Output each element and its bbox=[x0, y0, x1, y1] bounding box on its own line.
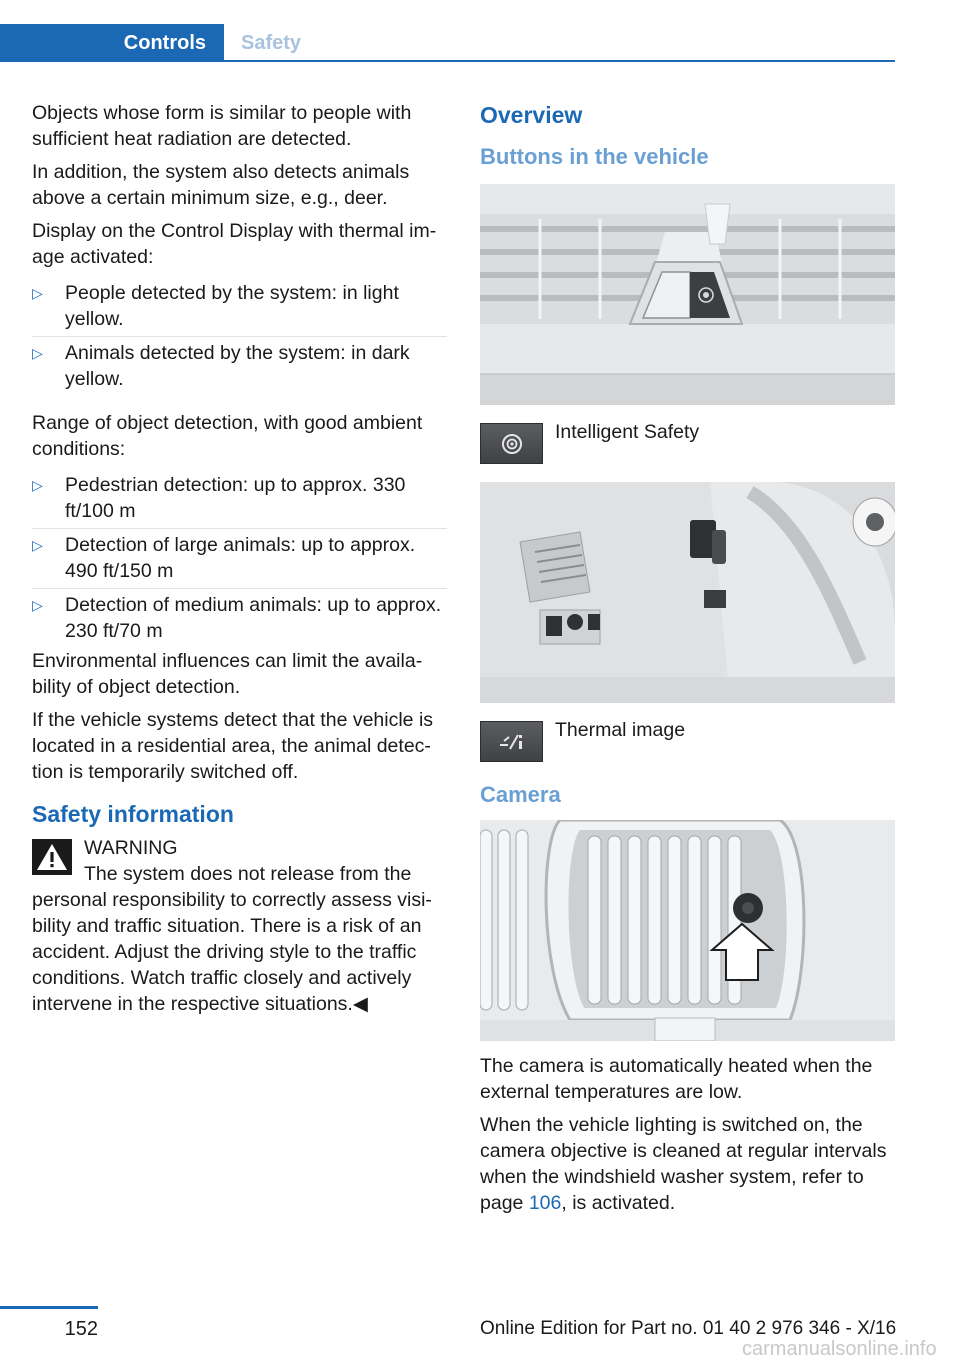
right-column bbox=[480, 100, 895, 1223]
paragraph bbox=[480, 1112, 895, 1216]
thermal-image-row bbox=[480, 721, 895, 762]
paragraph-text: , is activated. bbox=[561, 1192, 676, 1214]
thermal-image-label: Thermal image bbox=[555, 719, 686, 741]
paragraph: If the vehicle systems detect that the vehicle is located in a residential area, the animal detection is temporarily switched off. bbox=[32, 709, 434, 783]
page-reference-link[interactable]: 106 bbox=[528, 1192, 562, 1214]
list-item-text: Pedestrian detection: up to approx. 330 ft/100 m bbox=[65, 474, 406, 522]
list-item bbox=[32, 277, 447, 337]
footer-rule bbox=[0, 1306, 98, 1309]
list-item-text: Animals detected by the system: in dark yellow. bbox=[65, 342, 410, 390]
list-item-text: People detected by the system: in light yellow. bbox=[65, 282, 399, 330]
left-column bbox=[32, 100, 447, 1017]
watermark-text: carmanualsonline.info bbox=[742, 1338, 937, 1360]
arrow-bullet-icon: ▷ bbox=[32, 477, 43, 493]
list-item bbox=[32, 529, 447, 589]
list-item bbox=[32, 469, 447, 529]
list-item-text: Detection of medium animals: up to approx. 230 ft/70 m bbox=[65, 594, 442, 642]
paragraph: Objects whose form is similar to people with sufficient heat radiation are detected. bbox=[32, 102, 412, 150]
paragraph: The camera is automatically heated when the external temperatures are low. bbox=[480, 1055, 873, 1103]
intelligent-safety-label: Intelligent Safety bbox=[555, 421, 700, 443]
edition-text: Online Edition for Part no. 01 40 2 976 346 - X/16 bbox=[480, 1318, 897, 1339]
tab-safety[interactable]: Safety bbox=[241, 31, 302, 54]
thermal-image-button[interactable] bbox=[480, 721, 543, 762]
buttons-in-vehicle-heading: Buttons in the vehicle bbox=[480, 144, 709, 169]
paragraph: In addition, the system also detects animals above a certain minimum size, e.g., deer. bbox=[32, 161, 410, 209]
safety-information-heading: Safety information bbox=[32, 801, 234, 827]
arrow-bullet-icon: ▷ bbox=[32, 285, 43, 301]
warning-text bbox=[32, 861, 447, 1017]
warning-triangle-icon bbox=[32, 839, 72, 875]
arrow-bullet-icon: ▷ bbox=[32, 345, 43, 361]
intelligent-safety-button[interactable] bbox=[480, 423, 543, 464]
warning-block bbox=[32, 835, 447, 1017]
intelligent-safety-row bbox=[480, 423, 895, 464]
dashboard-vent-illustration bbox=[480, 184, 895, 405]
warning-title: WARNING bbox=[84, 837, 178, 859]
button-location-image bbox=[480, 184, 895, 405]
paragraph: Range of object detection, with good ambient conditions: bbox=[32, 412, 423, 460]
thermal-image-icon bbox=[497, 731, 527, 753]
overview-heading: Overview bbox=[480, 102, 583, 128]
intelligent-safety-icon bbox=[499, 431, 525, 457]
list-item bbox=[32, 589, 447, 648]
list-item bbox=[32, 337, 447, 396]
camera-heading: Camera bbox=[480, 782, 561, 807]
paragraph: Display on the Control Display with thermal image activated: bbox=[32, 220, 437, 268]
paragraph: Environmental influences can limit the availability of object detection. bbox=[32, 650, 423, 698]
page-header bbox=[0, 24, 895, 62]
camera-location-image bbox=[480, 820, 895, 1041]
grille-camera-illustration bbox=[480, 820, 895, 1041]
paragraph-text: When the vehicle lighting is switched on, the camera objective is cleaned at regular intervals when the windshield washer system, refer to page bbox=[480, 1114, 887, 1214]
arrow-bullet-icon: ▷ bbox=[32, 597, 43, 613]
thermal-button-location-image bbox=[480, 482, 895, 703]
warning-text-body: The system does not release from the personal responsibility to correctly assess visibility and traffic situation. There is a risk of an accident. Adjust the driving style to the traffic conditions. Watch traffic closely and actively intervene in the respective situations.◀ bbox=[32, 863, 432, 1015]
tab-controls[interactable]: Controls bbox=[0, 24, 224, 62]
detection-color-list bbox=[32, 277, 447, 396]
page-number: 152 bbox=[64, 1318, 98, 1340]
arrow-bullet-icon: ▷ bbox=[32, 537, 43, 553]
detection-range-list bbox=[32, 469, 447, 648]
steering-area-illustration bbox=[480, 482, 895, 703]
list-item-text: Detection of large animals: up to approx. 490 ft/150 m bbox=[65, 534, 416, 582]
